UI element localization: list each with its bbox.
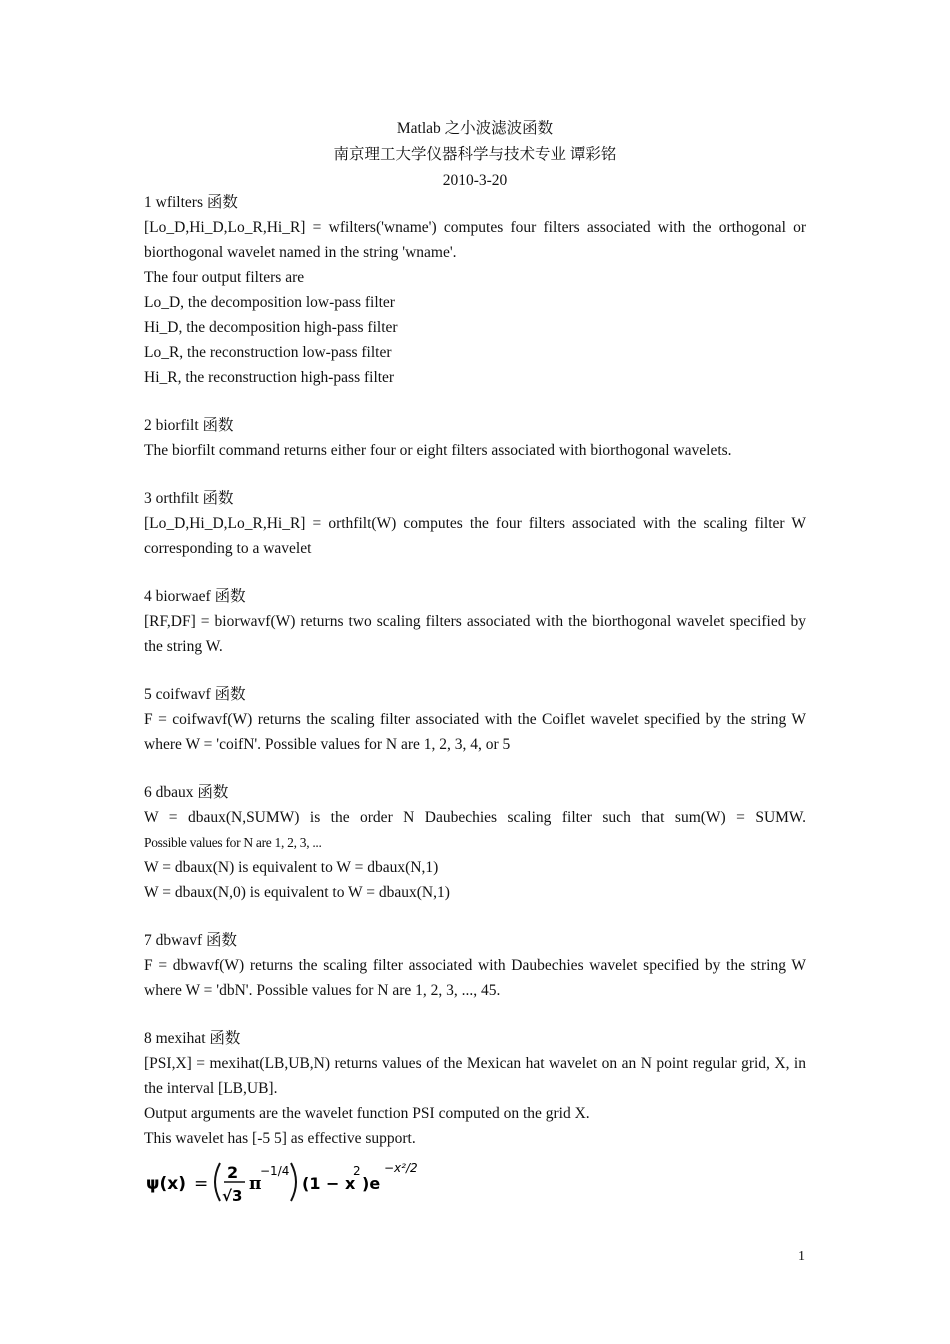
paragraph: F = dbwavf(W) returns the scaling filter associated with Daubechies wavelet specified by the string W where W = 'dbN'. Possible values for N are 1, 2, 3, ..., 45. bbox=[144, 957, 806, 999]
paragraph: This wavelet has [-5 5] as effective support. bbox=[144, 1130, 416, 1147]
paragraph: Hi_D, the decomposition high-pass filter bbox=[144, 319, 398, 336]
formula-x-exponent: 2 bbox=[353, 1164, 361, 1178]
section-heading: 4 biorwaef 函数 bbox=[144, 588, 246, 605]
paragraph: Output arguments are the wavelet function PSI computed on the grid X. bbox=[144, 1105, 590, 1122]
paragraph: Hi_R, the reconstruction high-pass filter bbox=[144, 369, 395, 386]
paragraph: W = dbaux(N,SUMW) is the order N Daubechies scaling filter such that sum(W) = SUMW. bbox=[144, 809, 806, 826]
section-heading: 7 dbwavf 函数 bbox=[144, 932, 237, 949]
paragraph: The four output filters are bbox=[144, 269, 305, 286]
section-biorwaef bbox=[144, 584, 806, 659]
formula-lhs: ψ(x) bbox=[146, 1174, 187, 1194]
formula-graphic bbox=[144, 1157, 444, 1207]
document-body bbox=[144, 190, 806, 1207]
document-header bbox=[0, 116, 950, 194]
left-paren bbox=[215, 1163, 220, 1201]
paragraph: Lo_D, the decomposition low-pass filter bbox=[144, 294, 395, 311]
paragraph: [RF,DF] = biorwavf(W) returns two scaling filters associated with the biorthogonal wavelet specified by the string W. bbox=[144, 613, 806, 655]
formula-e-exponent: −x²/2 bbox=[384, 1161, 418, 1175]
section-heading: 2 biorfilt 函数 bbox=[144, 417, 234, 434]
formula-pi-exponent: −1/4 bbox=[260, 1164, 290, 1178]
paragraph: [Lo_D,Hi_D,Lo_R,Hi_R] = wfilters('wname') computes four filters associated with the orthogonal or biorthogonal wavelet named in the string 'wname'. bbox=[144, 219, 806, 261]
section-heading: 8 mexihat 函数 bbox=[144, 1030, 241, 1047]
section-heading: 6 dbaux 函数 bbox=[144, 784, 229, 801]
section-orthfilt bbox=[144, 486, 806, 561]
mexican-hat-formula bbox=[144, 1157, 806, 1207]
formula-numerator: 2 bbox=[227, 1163, 239, 1182]
section-wfilters bbox=[144, 190, 806, 390]
page-number: 1 bbox=[798, 1249, 805, 1264]
section-dbwavf bbox=[144, 928, 806, 1003]
document-author: 南京理工大学仪器科学与技术专业 谭彩铭 bbox=[333, 146, 617, 163]
paragraph: F = coifwavf(W) returns the scaling filter associated with the Coiflet wavelet specified by the string W where W = 'coifN'. Possible values for N are 1, 2, 3, 4, or 5 bbox=[144, 711, 806, 753]
section-biorfilt bbox=[144, 413, 806, 463]
formula-factor-close: )e bbox=[362, 1174, 381, 1193]
paragraph: W = dbaux(N) is equivalent to W = dbaux(N,1) bbox=[144, 859, 439, 876]
formula-factor: (1 − x bbox=[302, 1174, 356, 1193]
formula-equals: = bbox=[194, 1174, 209, 1194]
formula-pi: π bbox=[249, 1174, 262, 1194]
section-heading: 5 coifwavf 函数 bbox=[144, 686, 246, 703]
document-date: 2010-3-20 bbox=[442, 172, 508, 189]
formula-denominator: √3 bbox=[222, 1187, 243, 1205]
section-coifwavf bbox=[144, 682, 806, 757]
document-title: Matlab 之小波滤波函数 bbox=[396, 120, 554, 137]
right-paren bbox=[291, 1163, 296, 1201]
paragraph: [PSI,X] = mexihat(LB,UB,N) returns values of the Mexican hat wavelet on an N point regular grid, X, in the interval [LB,UB]. bbox=[144, 1055, 806, 1097]
section-heading: 3 orthfilt 函数 bbox=[144, 490, 234, 507]
paragraph: [Lo_D,Hi_D,Lo_R,Hi_R] = orthfilt(W) computes the four filters associated with the scaling filter W corresponding to a wavelet bbox=[144, 515, 806, 557]
section-dbaux bbox=[144, 780, 806, 905]
section-heading: 1 wfilters 函数 bbox=[144, 194, 238, 211]
paragraph: Lo_R, the reconstruction low-pass filter bbox=[144, 344, 392, 361]
paragraph: Possible values for N are 1, 2, 3, ... bbox=[144, 835, 322, 850]
paragraph: W = dbaux(N,0) is equivalent to W = dbaux(N,1) bbox=[144, 884, 450, 901]
paragraph: The biorfilt command returns either four or eight filters associated with biorthogonal wavelets. bbox=[144, 442, 732, 459]
section-mexihat bbox=[144, 1026, 806, 1151]
